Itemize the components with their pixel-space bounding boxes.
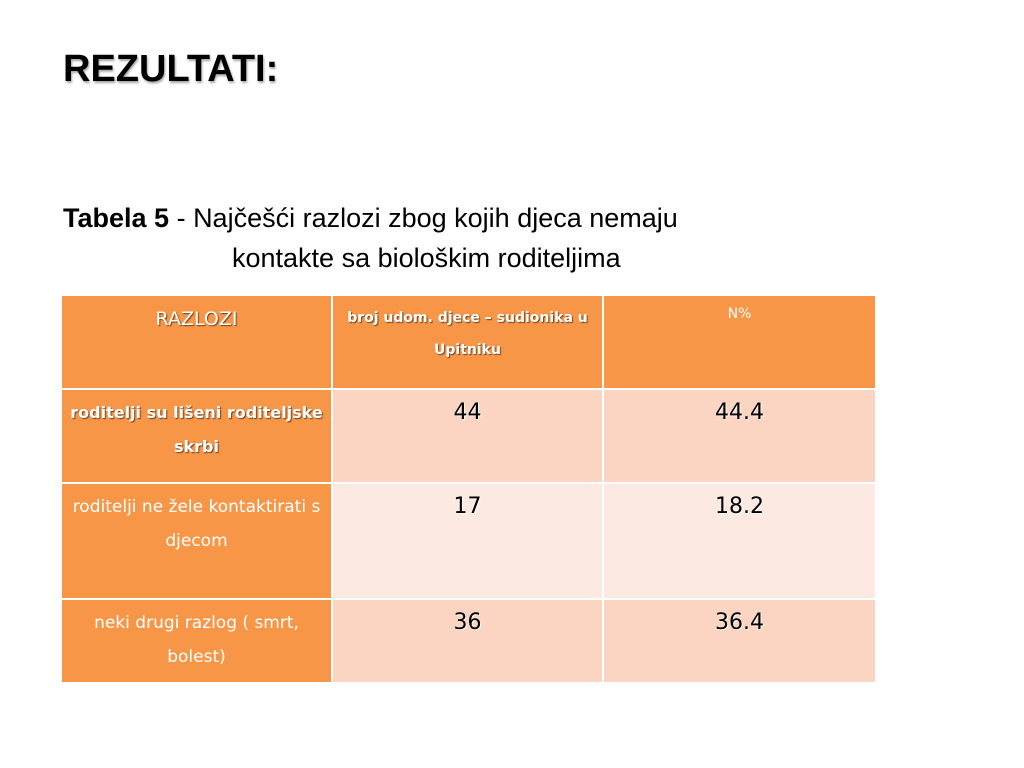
table-header-row bbox=[61, 295, 876, 389]
header-cell-reasons bbox=[61, 295, 332, 389]
header-count-label: broj udom. djece – sudionika u Upitniku bbox=[347, 310, 588, 358]
row-reason-cell bbox=[61, 483, 332, 599]
table-caption bbox=[63, 198, 923, 278]
row-count-value: 17 bbox=[453, 494, 482, 519]
row-count-cell bbox=[332, 483, 603, 599]
table-row bbox=[61, 483, 876, 599]
results-table bbox=[60, 294, 877, 684]
row-reason-label: roditelji su lišeni roditeljske skrbi bbox=[70, 403, 323, 456]
caption-separator: - bbox=[169, 203, 194, 233]
row-count-cell bbox=[332, 389, 603, 483]
row-reason-cell bbox=[61, 389, 332, 483]
table-row bbox=[61, 599, 876, 683]
row-percent-value: 44.4 bbox=[715, 400, 764, 425]
row-reason-label: roditelji ne žele kontaktirati s djecom bbox=[72, 497, 321, 551]
row-count-value: 36 bbox=[453, 610, 482, 635]
table-row bbox=[61, 389, 876, 483]
header-reasons-label: RAZLOZI bbox=[155, 308, 238, 330]
caption-line1: Najčešći razlozi zbog kojih djeca nemaju bbox=[193, 203, 678, 233]
caption-line2: kontakte sa biološkim roditeljima bbox=[232, 243, 621, 273]
row-reason-cell bbox=[61, 599, 332, 683]
row-percent-cell bbox=[603, 483, 876, 599]
row-count-value: 44 bbox=[453, 400, 482, 425]
caption-lead: Tabela 5 bbox=[63, 203, 170, 233]
header-cell-percent bbox=[603, 295, 876, 389]
row-percent-cell bbox=[603, 599, 876, 683]
row-percent-value: 36.4 bbox=[715, 610, 764, 635]
row-reason-label: neki drugi razlog ( smrt, bolest) bbox=[94, 613, 299, 667]
header-percent-label: N% bbox=[727, 306, 752, 322]
row-count-cell bbox=[332, 599, 603, 683]
slide-title: REZULTATI: bbox=[63, 48, 279, 90]
row-percent-cell bbox=[603, 389, 876, 483]
row-percent-value: 18.2 bbox=[715, 494, 764, 519]
header-cell-count bbox=[332, 295, 603, 389]
